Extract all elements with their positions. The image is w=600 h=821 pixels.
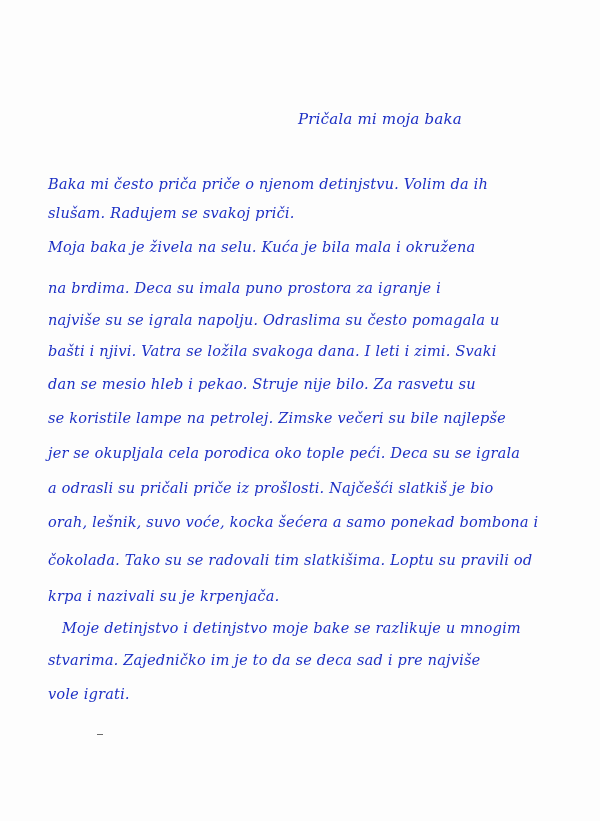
text-line-16: vole igrati. bbox=[48, 687, 130, 703]
text-line-1: Baka mi često priča priče o njenom detinjstvu. Volim da ih bbox=[48, 177, 489, 193]
text-line-12: čokolada. Tako su se radovali tim slatkišima. Loptu su pravili od bbox=[48, 553, 533, 569]
stray-mark bbox=[97, 734, 103, 735]
text-line-4: na brdima. Deca su imala puno prostora za igranje i bbox=[48, 281, 441, 297]
text-line-2: slušam. Radujem se svakoj priči. bbox=[48, 206, 295, 222]
text-line-13: krpa i nazivali su je krpenjača. bbox=[48, 589, 280, 605]
text-line-5: najviše su se igrala napolju. Odraslima su često pomagala u bbox=[48, 313, 500, 329]
text-line-9: jer se okupljala cela porodica oko tople peći. Deca su se igrala bbox=[48, 446, 521, 462]
text-line-7: dan se mesio hleb i pekao. Struje nije bilo. Za rasvetu su bbox=[48, 377, 476, 393]
text-line-8: se koristile lampe na petrolej. Zimske večeri su bile najlepše bbox=[48, 411, 506, 427]
page-title: Pričala mi moja baka bbox=[298, 110, 462, 128]
text-line-14: Moje detinjstvo i detinjstvo moje bake se razlikuje u mnogim bbox=[62, 621, 521, 637]
text-line-10: a odrasli su pričali priče iz prošlosti. Najčešći slatkiš je bio bbox=[48, 481, 494, 497]
text-line-3: Moja baka je živela na selu. Kuća je bila mala i okružena bbox=[48, 240, 476, 256]
text-line-6: bašti i njivi. Vatra se ložila svakoga dana. I leti i zimi. Svaki bbox=[48, 344, 497, 360]
text-line-11: orah, lešnik, suvo voće, kocka šećera a samo ponekad bombona i bbox=[48, 515, 539, 531]
text-line-15: stvarima. Zajedničko im je to da se deca sad i pre najviše bbox=[48, 653, 481, 669]
